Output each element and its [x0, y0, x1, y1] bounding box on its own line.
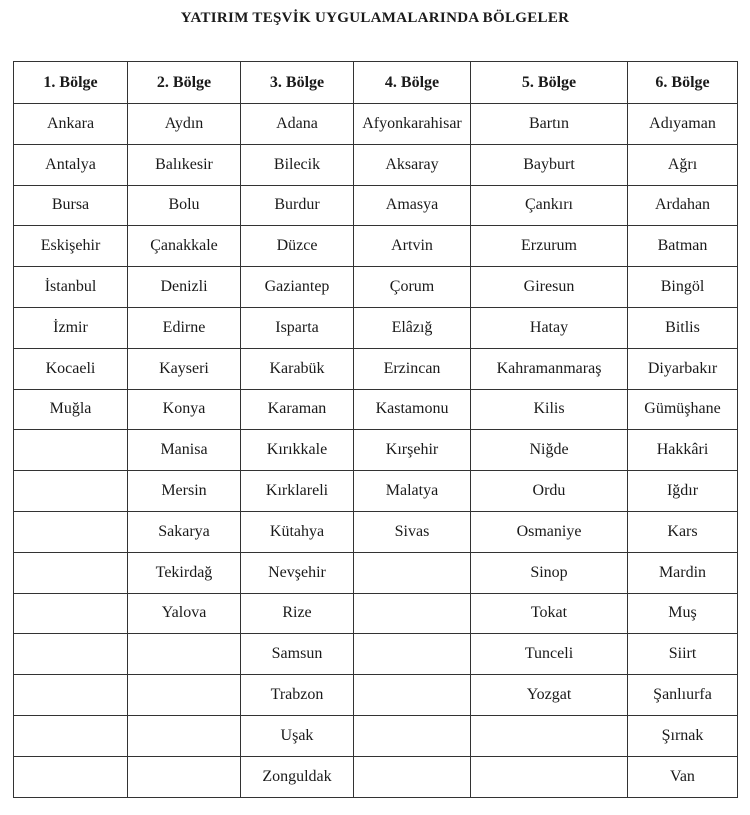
province-cell: Denizli	[128, 267, 241, 308]
page-title: YATIRIM TEŞVİK UYGULAMALARINDA BÖLGELER	[180, 10, 570, 26]
province-cell: Düzce	[241, 226, 354, 267]
column-header: 4. Bölge	[354, 62, 471, 104]
province-cell: Isparta	[241, 307, 354, 348]
province-cell: Mersin	[128, 471, 241, 512]
province-cell	[14, 715, 128, 756]
province-cell: Tekirdağ	[128, 552, 241, 593]
province-cell: Elâzığ	[354, 307, 471, 348]
table-row	[14, 675, 738, 716]
province-cell: Bolu	[128, 185, 241, 226]
province-cell	[14, 471, 128, 512]
province-cell	[14, 675, 128, 716]
province-cell	[14, 756, 128, 797]
province-cell: Malatya	[354, 471, 471, 512]
province-cell: Karabük	[241, 348, 354, 389]
province-cell: Osmaniye	[471, 511, 628, 552]
province-cell: Bitlis	[628, 307, 738, 348]
province-cell	[471, 715, 628, 756]
province-cell: Rize	[241, 593, 354, 634]
province-cell: Kilis	[471, 389, 628, 430]
province-cell: Kayseri	[128, 348, 241, 389]
province-cell	[354, 756, 471, 797]
province-cell: Yalova	[128, 593, 241, 634]
province-cell: Samsun	[241, 634, 354, 675]
province-cell: Şanlıurfa	[628, 675, 738, 716]
province-cell: Bartın	[471, 104, 628, 145]
province-cell: Edirne	[128, 307, 241, 348]
table-row	[14, 348, 738, 389]
province-cell: Adana	[241, 104, 354, 145]
province-cell: Muğla	[14, 389, 128, 430]
table-row	[14, 552, 738, 593]
province-cell: Adıyaman	[628, 104, 738, 145]
province-cell: Tokat	[471, 593, 628, 634]
province-cell	[354, 593, 471, 634]
province-cell: Ankara	[14, 104, 128, 145]
table-row	[14, 389, 738, 430]
province-cell: Siirt	[628, 634, 738, 675]
province-cell: Çankırı	[471, 185, 628, 226]
column-header: 1. Bölge	[14, 62, 128, 104]
table-row	[14, 593, 738, 634]
province-cell: Kocaeli	[14, 348, 128, 389]
province-cell: Aydın	[128, 104, 241, 145]
province-cell: Bayburt	[471, 144, 628, 185]
province-cell: Batman	[628, 226, 738, 267]
province-cell: Iğdır	[628, 471, 738, 512]
table-row	[14, 144, 738, 185]
table-row	[14, 471, 738, 512]
table-row	[14, 307, 738, 348]
province-cell: Yozgat	[471, 675, 628, 716]
province-cell: Bilecik	[241, 144, 354, 185]
province-cell: Nevşehir	[241, 552, 354, 593]
province-cell: Aksaray	[354, 144, 471, 185]
province-cell: Bingöl	[628, 267, 738, 308]
header-row	[14, 62, 738, 104]
table-row	[14, 430, 738, 471]
province-cell: Konya	[128, 389, 241, 430]
province-cell: Kütahya	[241, 511, 354, 552]
province-cell: Antalya	[14, 144, 128, 185]
province-cell: Gaziantep	[241, 267, 354, 308]
province-cell: Kırşehir	[354, 430, 471, 471]
province-cell: Giresun	[471, 267, 628, 308]
column-header: 5. Bölge	[471, 62, 628, 104]
table-row	[14, 267, 738, 308]
province-cell: Sivas	[354, 511, 471, 552]
province-cell: Karaman	[241, 389, 354, 430]
province-cell: Mardin	[628, 552, 738, 593]
regions-table	[13, 61, 738, 798]
province-cell: Ordu	[471, 471, 628, 512]
province-cell: Çanakkale	[128, 226, 241, 267]
province-cell: Kastamonu	[354, 389, 471, 430]
province-cell: Trabzon	[241, 675, 354, 716]
table-row	[14, 185, 738, 226]
province-cell: Kırıkkale	[241, 430, 354, 471]
province-cell: Niğde	[471, 430, 628, 471]
province-cell: Hakkâri	[628, 430, 738, 471]
province-cell: Bursa	[14, 185, 128, 226]
province-cell	[354, 634, 471, 675]
province-cell: Sinop	[471, 552, 628, 593]
province-cell: Balıkesir	[128, 144, 241, 185]
table-row	[14, 226, 738, 267]
province-cell: Erzurum	[471, 226, 628, 267]
province-cell: Artvin	[354, 226, 471, 267]
column-header: 2. Bölge	[128, 62, 241, 104]
province-cell	[14, 634, 128, 675]
province-cell: Zonguldak	[241, 756, 354, 797]
column-header: 3. Bölge	[241, 62, 354, 104]
table-row	[14, 104, 738, 145]
province-cell: Muş	[628, 593, 738, 634]
province-cell: Diyarbakır	[628, 348, 738, 389]
table-row	[14, 634, 738, 675]
province-cell: Erzincan	[354, 348, 471, 389]
province-cell: İstanbul	[14, 267, 128, 308]
province-cell: Uşak	[241, 715, 354, 756]
province-cell: Van	[628, 756, 738, 797]
province-cell	[14, 430, 128, 471]
province-cell: Tunceli	[471, 634, 628, 675]
province-cell: Hatay	[471, 307, 628, 348]
province-cell: Burdur	[241, 185, 354, 226]
province-cell	[128, 634, 241, 675]
province-cell	[14, 593, 128, 634]
table-row	[14, 756, 738, 797]
province-cell	[14, 511, 128, 552]
province-cell: Ardahan	[628, 185, 738, 226]
province-cell: Eskişehir	[14, 226, 128, 267]
column-header: 6. Bölge	[628, 62, 738, 104]
province-cell: Gümüşhane	[628, 389, 738, 430]
province-cell: Kahramanmaraş	[471, 348, 628, 389]
province-cell	[354, 715, 471, 756]
province-cell	[128, 675, 241, 716]
province-cell	[14, 552, 128, 593]
table-row	[14, 511, 738, 552]
province-cell: Kars	[628, 511, 738, 552]
province-cell	[128, 715, 241, 756]
province-cell: Amasya	[354, 185, 471, 226]
province-cell: Kırklareli	[241, 471, 354, 512]
province-cell: Manisa	[128, 430, 241, 471]
province-cell: Şırnak	[628, 715, 738, 756]
province-cell	[354, 552, 471, 593]
table-row	[14, 715, 738, 756]
province-cell	[128, 756, 241, 797]
province-cell	[471, 756, 628, 797]
province-cell: Afyonkarahisar	[354, 104, 471, 145]
province-cell	[354, 675, 471, 716]
province-cell: Sakarya	[128, 511, 241, 552]
province-cell: Ağrı	[628, 144, 738, 185]
province-cell: İzmir	[14, 307, 128, 348]
province-cell: Çorum	[354, 267, 471, 308]
